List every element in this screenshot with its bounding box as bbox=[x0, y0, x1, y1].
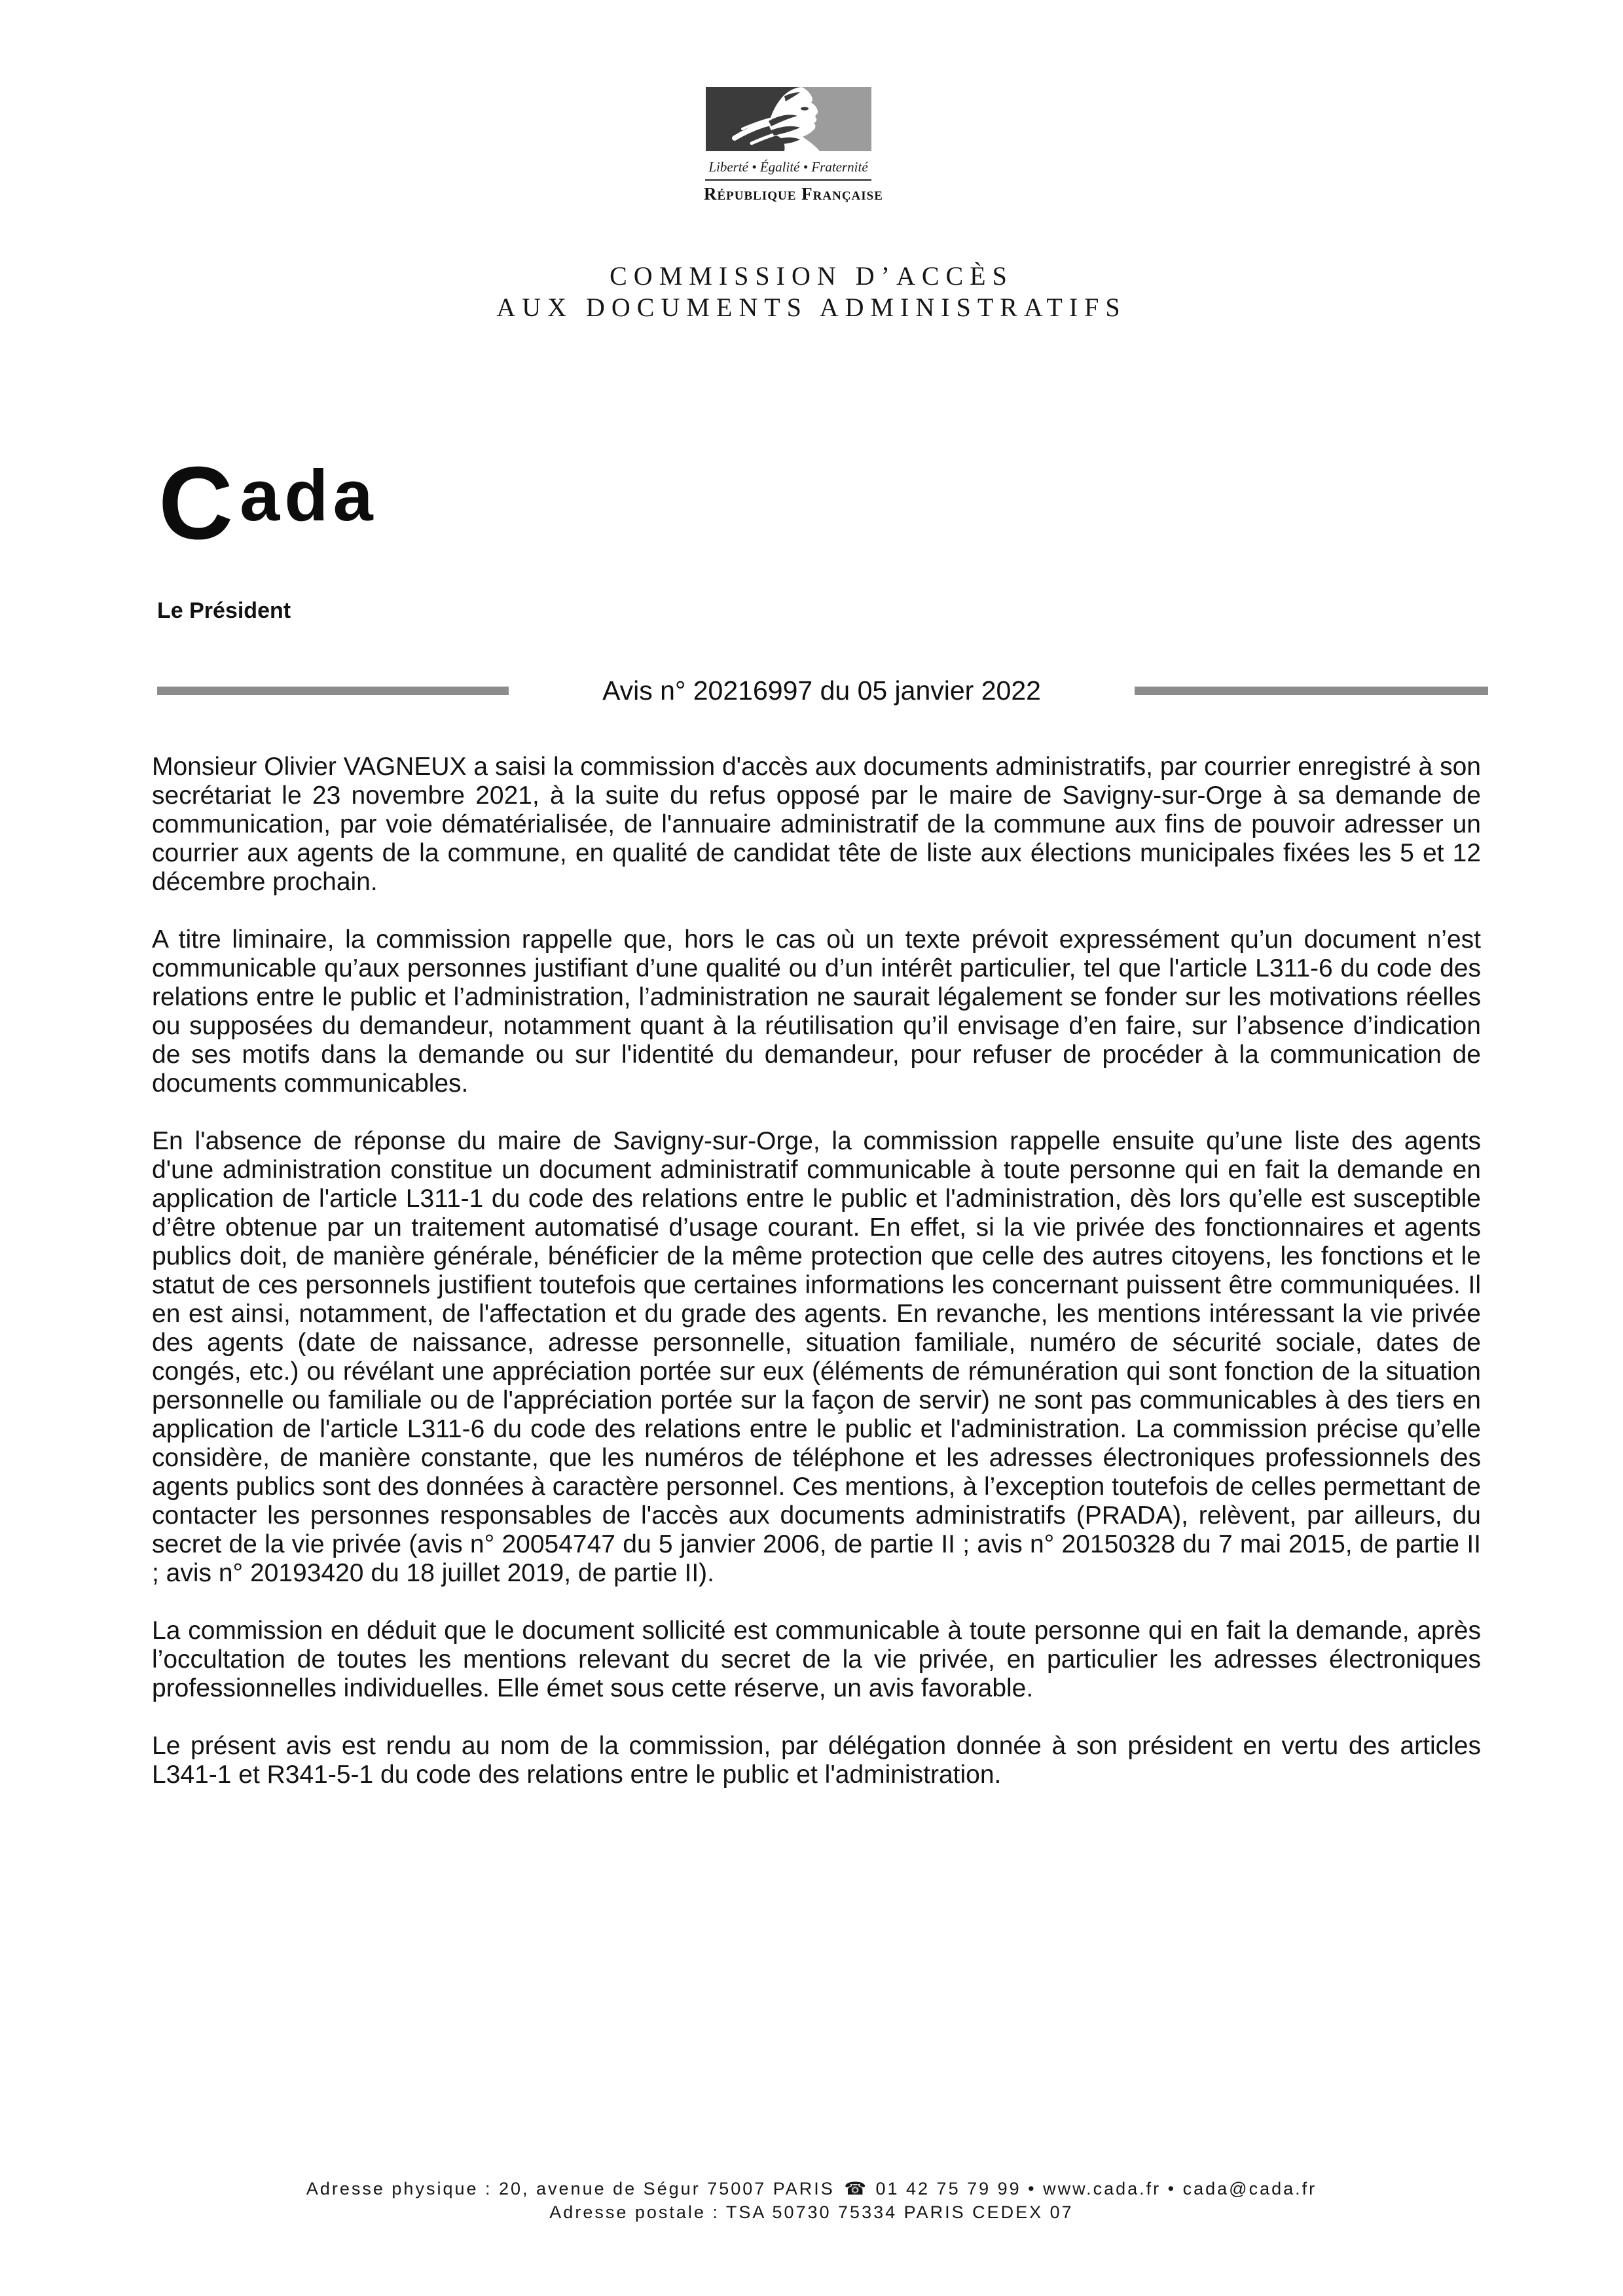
letter-body bbox=[152, 753, 1481, 1818]
commission-title-line1: COMMISSION D’ACCÈS bbox=[610, 261, 1013, 291]
cada-rest: ada bbox=[240, 456, 378, 536]
commission-title-line2: AUX DOCUMENTS ADMINISTRATIFS bbox=[496, 293, 1127, 322]
cada-initial: C bbox=[158, 446, 234, 561]
avis-reference: Avis n° 20216997 du 05 janvier 2022 bbox=[602, 675, 1041, 706]
logo-divider bbox=[705, 179, 871, 181]
paragraph-analyse: En l'absence de réponse du maire de Savigny-sur-Orge, la commission rappelle ensuite qu’une liste des agents d'une administration constitue un document administratif communicable à toute personne qui en fait la demande en application de l'article L311-1 du code des relations entre le public et l'administration, dès lors qu’elle est susceptible d’être obtenue par un traitement automatisé d’usage courant. En effet, si la vie privée des fonctionnaires et agents publics doit, de manière générale, bénéficier de la même protection que celle des autres citoyens, les fonctions et le statut de ces personnels justifient toutefois que certaines informations les concernant puissent être communiquées. Il en est ainsi, notamment, de l'affectation et du grade des agents. En revanche, les mentions intéressant la vie privée des agents (date de naissance, adresse personnelle, situation familiale, numéro de sécurité sociale, dates de congés, etc.) ou révélant une appréciation portée sur eux (éléments de rémunération qui sont fonction de la situation personnelle ou familiale ou de l'appréciation portée sur la façon de servir) ne sont pas communicables à des tiers en application de l'article L311-6 du code des relations entre le public et l'administration. La commission précise qu’elle considère, de manière constante, que les numéros de téléphone et les adresses électroniques professionnels des agents publics sont des données à caractère personnel. Ces mentions, à l’exception toutefois de celles permettant de contacter les personnes responsables de l'accès aux documents administratifs (PRADA), relèvent, par ailleurs, du secret de la vie privée (avis n° 20054747 du 5 janvier 2006, de partie II ; avis n° 20150328 du 7 mai 2015, de partie II ; avis n° 20193420 du 18 juillet 2019, de partie II). bbox=[152, 1127, 1481, 1587]
footer bbox=[0, 2177, 1623, 2224]
footer-contacts: 01 42 75 79 99 • www.cada.fr • cada@cada.fr bbox=[875, 2179, 1317, 2198]
paragraph-saisine: Monsieur Olivier VAGNEUX a saisi la commission d'accès aux documents administratifs, par courrier enregistré à son secrétariat le 23 novembre 2021, à la suite du refus opposé par le maire de Savigny-sur-Orge à sa demande de communication, par voie dématérialisée, de l'annuaire administratif de la commune aux fins de pouvoir adresser un courrier aux agents de la commune, en qualité de candidat tête de liste aux élections municipales fixées les 5 et 12 décembre prochain. bbox=[152, 753, 1481, 896]
logo-republic-label: République Française bbox=[704, 184, 883, 204]
avis-reference-row bbox=[157, 675, 1488, 706]
paragraph-conclusion: La commission en déduit que le document sollicité est communicable à toute personne qui en fait la demande, après l’occultation de toutes les mentions relevant du secret de la vie privée, en particulier les adresses électroniques professionnelles individuelles. Elle émet sous cette réserve, un avis favorable. bbox=[152, 1617, 1481, 1702]
republique-francaise-logo-block bbox=[704, 87, 883, 204]
paragraph-liminaire: A titre liminaire, la commission rappelle que, hors le cas où un texte prévoit expressément qu’un document n’est communicable qu’aux personnes justifiant d’une qualité ou d’un intérêt particulier, tel que l'article L311-6 du code des relations entre le public et l’administration, l’administration ne saurait légalement se fonder sur les motivations réelles ou supposées du demandeur, notamment quant à la réutilisation qu’il envisage d’en faire, sur l’absence d’indication de ses motifs dans la demande ou sur l'identité du demandeur, pour refuser de procéder à la communication de documents communicables. bbox=[152, 925, 1481, 1098]
footer-postal-address: Adresse postale : TSA 50730 75334 PARIS CEDEX 07 bbox=[549, 2202, 1074, 2222]
president-title: Le Président bbox=[157, 598, 291, 623]
commission-title bbox=[0, 260, 1623, 323]
avis-divider-left bbox=[157, 687, 509, 695]
logo-motto: Liberté • Égalité • Fraternité bbox=[708, 159, 868, 175]
phone-icon: ☎ bbox=[844, 2179, 866, 2198]
footer-physical-address: Adresse physique : 20, avenue de Ségur 75007 PARIS bbox=[306, 2179, 835, 2198]
paragraph-delegation: Le présent avis est rendu au nom de la commission, par délégation donnée à son président en vertu des articles L341-1 et R341-5-1 du code des relations entre le public et l'administration. bbox=[152, 1732, 1481, 1789]
cada-wordmark bbox=[158, 446, 378, 561]
marianne-logo-icon bbox=[706, 87, 871, 151]
footer-line-physical bbox=[0, 2177, 1623, 2200]
avis-divider-right bbox=[1135, 687, 1488, 695]
